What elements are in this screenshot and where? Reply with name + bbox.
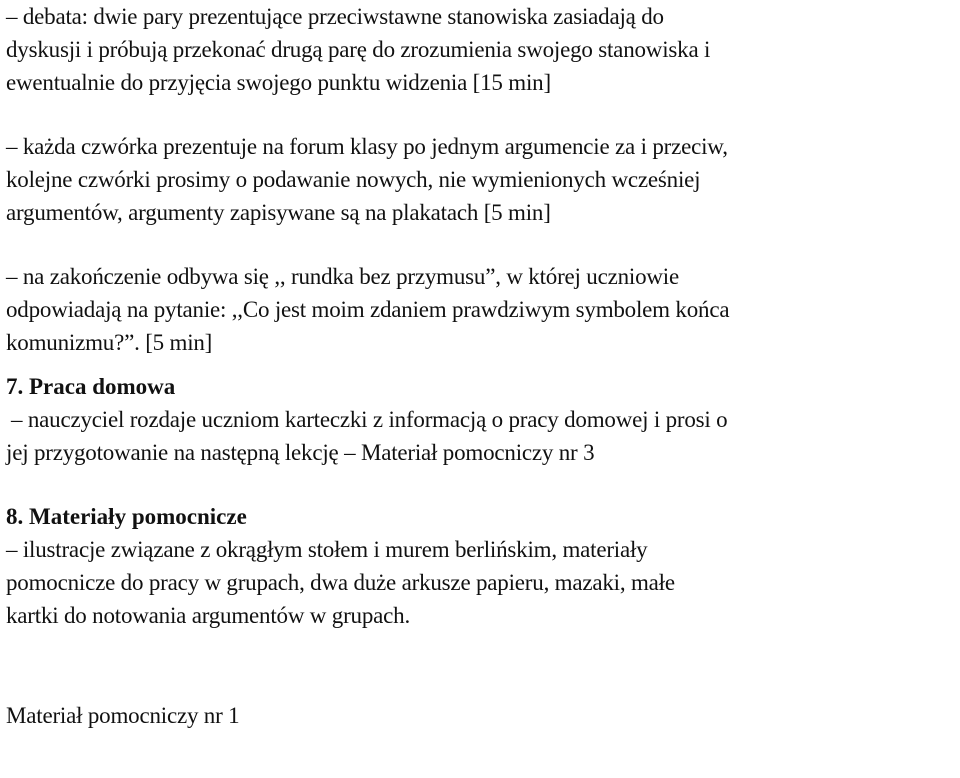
paragraph-spacer: [6, 632, 956, 699]
text-line: pomocnicze do pracy w grupach, dwa duże arkusze papieru, mazaki, małe: [6, 570, 675, 595]
materials-text: [6, 533, 956, 632]
text-line: – nauczyciel rozdaje uczniom karteczki z informacją o pracy domowej i prosi o: [11, 407, 728, 432]
section-materials: [6, 500, 956, 632]
document-page: [6, 0, 956, 732]
text-line: jej przygotowanie na następną lekcję – Materiał pomocniczy nr 3: [6, 440, 595, 465]
homework-text: [6, 403, 956, 469]
text-line: kartki do notowania argumentów w grupach.: [6, 603, 410, 628]
text-line: dyskusji i próbują przekonać drugą parę do zrozumienia swojego stanowiska i: [6, 37, 711, 62]
section-heading-homework: 7. Praca domowa: [6, 374, 176, 399]
paragraph-spacer: [6, 229, 956, 260]
section-homework: [6, 370, 956, 469]
paragraph-debate: [6, 0, 956, 99]
text-line: – debata: dwie pary prezentujące przeciwstawne stanowiska zasiadają do: [6, 4, 664, 29]
text-line: odpowiadają na pytanie: ,,Co jest moim zdaniem prawdziwym symbolem końca: [6, 297, 730, 322]
text-line: – ilustracje związane z okrągłym stołem i murem berlińskim, materiały: [6, 537, 648, 562]
footer-material-label: [6, 699, 956, 732]
text-line: – na zakończenie odbywa się ,, rundka bez przymusu”, w której uczniowie: [6, 264, 679, 289]
paragraph-round: [6, 260, 956, 359]
text-line: Materiał pomocniczy nr 1: [6, 703, 240, 728]
text-line: kolejne czwórki prosimy o podawanie nowych, nie wymienionych wcześniej: [6, 167, 701, 192]
paragraph-arguments: [6, 130, 956, 229]
text-line: komunizmu?”. [5 min]: [6, 330, 213, 355]
text-line: ewentualnie do przyjęcia swojego punktu widzenia [15 min]: [6, 70, 551, 95]
section-heading-materials: 8. Materiały pomocnicze: [6, 504, 247, 529]
paragraph-spacer: [6, 469, 956, 500]
text-line: – każda czwórka prezentuje na forum klasy po jednym argumencie za i przeciw,: [6, 134, 728, 159]
paragraph-spacer: [6, 99, 956, 130]
text-line: argumentów, argumenty zapisywane są na plakatach [5 min]: [6, 200, 551, 225]
paragraph-spacer: [6, 359, 956, 370]
